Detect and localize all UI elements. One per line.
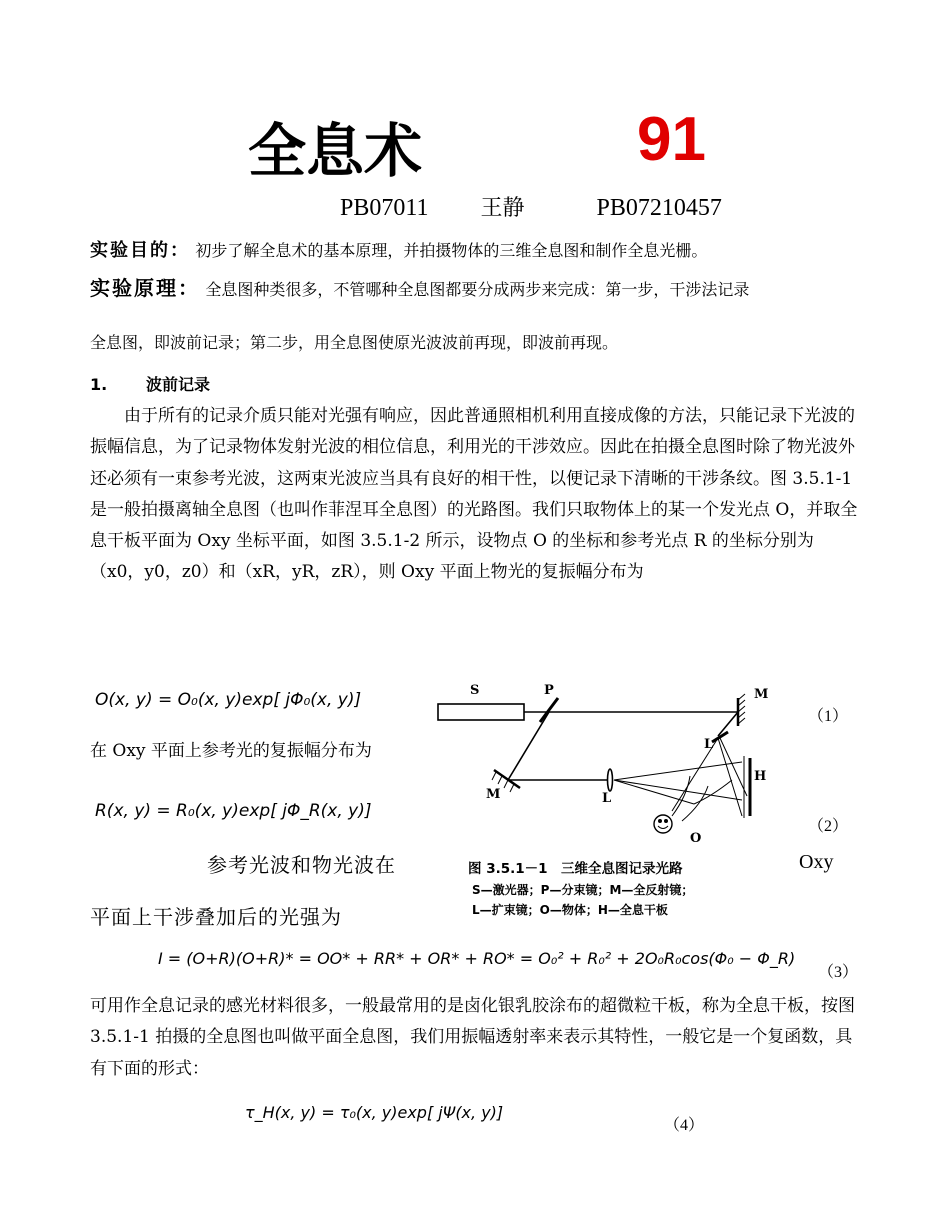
figure-caption-line1: S—激光器；P—分束镜；M—全反射镜； <box>472 883 694 897</box>
equation-4-number: （4） <box>664 1117 705 1134</box>
principle-text: 全息图种类很多，不管哪种全息图都要分成两步来完成：第一步，干涉法记录 <box>205 280 750 299</box>
section-title: 波前记录 <box>146 375 211 394</box>
mirror-bottom-shape <box>494 770 520 788</box>
interference-text-a: 参考光波和物光波在 <box>207 853 396 877</box>
object-smiley-shape <box>654 815 672 833</box>
beam-splitter-shape <box>540 698 558 722</box>
score-mark: 91 <box>637 105 706 174</box>
principle-line <box>90 272 749 301</box>
label-O: O <box>690 831 702 846</box>
lens-lower-shape <box>608 769 613 791</box>
equation-1-number: （1） <box>808 708 849 725</box>
interference-text-c: 平面上干涉叠加后的光强为 <box>90 905 342 929</box>
label-S: S <box>470 683 480 698</box>
equation-2-number: （2） <box>808 818 849 835</box>
equation-2: R(x, y) = R₀(x, y)exp[ jΦ_R(x, y)] <box>95 801 372 821</box>
label-L-lower: L <box>602 791 612 806</box>
label-M-top: M <box>754 687 769 702</box>
section-number: 1. <box>90 375 108 394</box>
reference-wave-text: 在 Oxy 平面上参考光的复振幅分布为 <box>90 741 372 761</box>
section-heading <box>90 372 210 395</box>
label-M-bottom: M <box>486 787 501 802</box>
student-id-2: PB07210457 <box>596 195 722 221</box>
label-L-upper: L <box>704 737 714 752</box>
label-H: H <box>754 769 767 784</box>
purpose-line <box>90 236 707 262</box>
author-line <box>340 191 722 222</box>
student-name: 王静 <box>480 196 525 221</box>
figure-holography-setup <box>432 676 782 935</box>
principle-continuation: 全息图，即波前记录；第二步，用全息图使原光波波前再现，即波前再现。 <box>90 333 619 352</box>
equation-3-number: （3） <box>818 964 859 981</box>
purpose-text: 初步了解全息术的基本原理，并拍摄物体的三维全息图和制作全息光栅。 <box>195 241 708 260</box>
laser-source-shape <box>438 704 524 720</box>
beam-object-arm <box>508 712 549 780</box>
equation-4: τ_H(x, y) = τ₀(x, y)exp[ jΨ(x, y)] <box>245 1103 504 1122</box>
student-id-1: PB07011 <box>340 195 429 221</box>
equation-3: I = (O+R)(O+R)* = OO* + RR* + OR* + RO* = O₀² + R₀² + 2O₀R₀cos(Φ₀ − Φ_R) <box>158 949 796 968</box>
page-title: 全息术 <box>248 117 423 185</box>
optical-path-diagram <box>432 676 782 931</box>
equation-1: O(x, y) = O₀(x, y)exp[ jΦ₀(x, y)] <box>95 690 362 710</box>
purpose-label: 实验目的： <box>90 240 190 261</box>
figure-caption-line2: L—扩束镜；O—物体；H—全息干板 <box>472 903 668 917</box>
body-paragraph-1: 由于所有的记录介质只能对光强有响应，因此普通照相机利用直接成像的方法，只能记录下光波的振幅信息，为了记录物体发射光波的相位信息，利用光的干涉效应。因此在拍摄全息图时除了物光波外还必须有一束参考光波，这两束光波应当具有良好的相干性，以便记录下清晰的干涉条纹。图 3.5.1-1 是一般拍摄离轴全息图（也叫作菲涅耳全息图）的光路图。我们只取物体上的某一个发光点 O，并取全息干板平面为 Oxy 坐标平面，如图 3.5.1-2 所示，设物点 O 的坐标和参考光点 R 的坐标分别为（x0，y0，z0）和（xR，yR，zR），则 Oxy 平面上物光的复振幅分布为 <box>90 406 858 583</box>
figure-caption-title: 图 3.5.1－1 三维全息图记录光路 <box>468 861 683 877</box>
principle-label: 实验原理： <box>90 276 200 300</box>
interference-text-b: Oxy <box>799 851 834 873</box>
body-paragraph-2: 可用作全息记录的感光材料很多，一般最常用的是卤化银乳胶涂布的超微粒干板，称为全息干板，按图 3.5.1-1 拍摄的全息图也叫做平面全息图，我们用振幅透射率来表示其特性，一般它是一个复函数，具有下面的形式： <box>90 996 855 1079</box>
label-P: P <box>544 683 554 698</box>
